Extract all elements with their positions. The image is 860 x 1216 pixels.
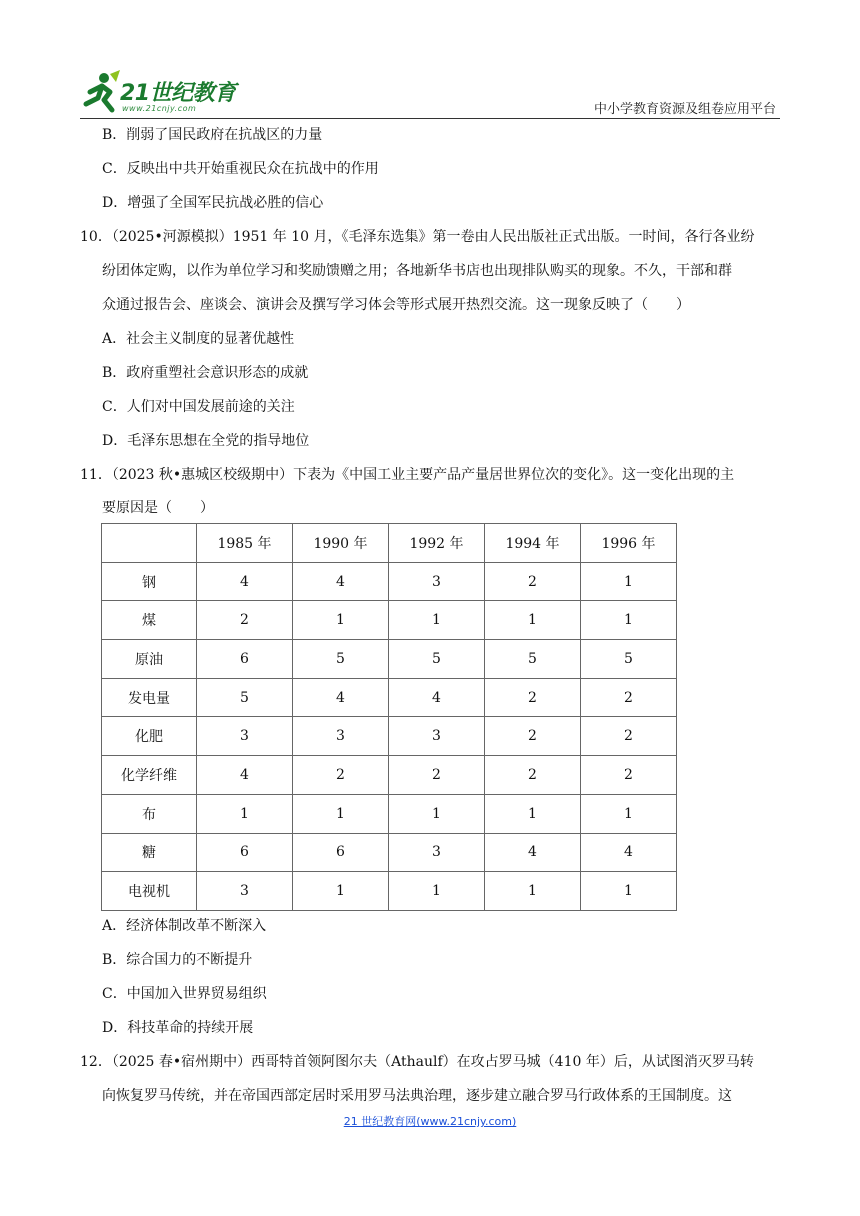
q10-stem-line-2: 纷团体定购，以作为单位学习和奖励馈赠之用；各地新华书店也出现排队购买的现象。不久，干部和群: [102, 263, 732, 279]
q10-option-a[interactable]: A．社会主义制度的显著优越性: [102, 331, 295, 347]
table-cell: 1: [389, 794, 485, 833]
q12-stem-line-2: 向恢复罗马传统，并在帝国西部定居时采用罗马法典治理，逐步建立融合罗马行政体系的王国制度。这: [102, 1088, 732, 1104]
table-cell: 原油: [102, 640, 197, 679]
table-header-cell: 1996 年: [581, 524, 677, 563]
table-cell: 化肥: [102, 717, 197, 756]
q11-stem-line-2: 要原因是（ ）: [102, 500, 214, 516]
q11-option-c[interactable]: C．中国加入世界贸易组织: [102, 986, 267, 1002]
table-cell: 5: [197, 678, 293, 717]
q10-option-d[interactable]: D．毛泽东思想在全党的指导地位: [102, 433, 310, 449]
q11-option-d[interactable]: D．科技革命的持续开展: [102, 1020, 254, 1036]
page-footer: [0, 1113, 860, 1129]
table-cell: 1: [293, 872, 389, 911]
production-rank-table: [101, 523, 677, 911]
runner-logo-icon: [80, 70, 124, 114]
q9-option-d[interactable]: D．增强了全国军民抗战必胜的信心: [102, 195, 324, 211]
logo-url: www.21cnjy.com: [122, 104, 197, 113]
table-cell: 2: [485, 756, 581, 795]
table-cell: 5: [485, 640, 581, 679]
table-cell: 3: [389, 562, 485, 601]
page-header: [80, 66, 780, 118]
table-cell: 2: [485, 717, 581, 756]
q10-stem-line-3: 众通过报告会、座谈会、演讲会及撰写学习体会等形式展开热烈交流。这一现象反映了（ ）: [102, 297, 690, 313]
table-cell: 2: [485, 678, 581, 717]
q9-option-b[interactable]: B．削弱了国民政府在抗战区的力量: [102, 127, 323, 143]
q9-option-c[interactable]: C．反映出中共开始重视民众在抗战中的作用: [102, 161, 379, 177]
table-row: [102, 601, 677, 640]
q11-option-b[interactable]: B．综合国力的不断提升: [102, 952, 253, 968]
table-row: [102, 872, 677, 911]
platform-title: 中小学教育资源及组卷应用平台: [593, 102, 776, 117]
table-cell: 1: [389, 601, 485, 640]
q11-stem-line-1: 11．（2023 秋•惠城区校级期中）下表为《中国工业主要产品产量居世界位次的变化》。这一变化出现的主: [80, 467, 735, 483]
logo: [80, 66, 260, 116]
table-row: [102, 640, 677, 679]
table-cell: 4: [197, 562, 293, 601]
table-row: [102, 717, 677, 756]
q10-option-c[interactable]: C．人们对中国发展前途的关注: [102, 399, 295, 415]
table-cell: 4: [581, 833, 677, 872]
table-cell: 1: [581, 601, 677, 640]
table-cell: 4: [293, 562, 389, 601]
table-cell: 4: [197, 756, 293, 795]
table-cell: 电视机: [102, 872, 197, 911]
table-header-cell: 1990 年: [293, 524, 389, 563]
table-cell: 6: [293, 833, 389, 872]
table-cell: 1: [293, 794, 389, 833]
table-header-cell: 1985 年: [197, 524, 293, 563]
table-row: [102, 562, 677, 601]
table-cell: 化学纤维: [102, 756, 197, 795]
table-cell: 6: [197, 833, 293, 872]
q12-stem-line-1: 12．（2025 春•宿州期中）西哥特首领阿图尔夫（Athaulf）在攻占罗马城（410 年）后，从试图消灭罗马转: [80, 1054, 754, 1070]
table-cell: 2: [581, 678, 677, 717]
table-cell: 糖: [102, 833, 197, 872]
table-cell: 5: [293, 640, 389, 679]
table-cell: 4: [293, 678, 389, 717]
q11-option-a[interactable]: A．经济体制改革不断深入: [102, 918, 267, 934]
table-header-row: [102, 524, 677, 563]
table-cell: 2: [293, 756, 389, 795]
table-cell: 3: [389, 717, 485, 756]
table-cell: 发电量: [102, 678, 197, 717]
table-cell: 3: [197, 717, 293, 756]
table-cell: 1: [485, 872, 581, 911]
table-cell: 3: [389, 833, 485, 872]
table-cell: 1: [293, 601, 389, 640]
table-cell: 2: [389, 756, 485, 795]
table-cell: 1: [581, 794, 677, 833]
table-cell: 5: [389, 640, 485, 679]
table-cell: 4: [389, 678, 485, 717]
table-cell: 4: [485, 833, 581, 872]
table-cell: 1: [581, 562, 677, 601]
table-header-cell: 1994 年: [485, 524, 581, 563]
table-cell: 3: [293, 717, 389, 756]
table-cell: 钢: [102, 562, 197, 601]
table-cell: 2: [485, 562, 581, 601]
table-cell: 布: [102, 794, 197, 833]
table-cell: 2: [581, 717, 677, 756]
table-header-cell: [102, 524, 197, 563]
table-cell: 1: [485, 794, 581, 833]
table-cell: 1: [389, 872, 485, 911]
table-row: [102, 756, 677, 795]
table-cell: 3: [197, 872, 293, 911]
table-row: [102, 833, 677, 872]
table-header-cell: 1992 年: [389, 524, 485, 563]
q10-stem-line-1: 10．（2025•河源模拟）1951 年 10 月，《毛泽东选集》第一卷由人民出版社正式出版。一时间，各行各业纷: [80, 229, 755, 245]
table-cell: 1: [485, 601, 581, 640]
header-divider: [80, 118, 780, 119]
table-row: [102, 794, 677, 833]
table-cell: 1: [581, 872, 677, 911]
table-cell: 2: [581, 756, 677, 795]
table-cell: 6: [197, 640, 293, 679]
logo-text: 21世纪教育: [120, 81, 236, 106]
table-row: [102, 678, 677, 717]
table-cell: 煤: [102, 601, 197, 640]
footer-link[interactable]: 21 世纪教育网(www.21cnjy.com): [343, 1115, 517, 1128]
q10-option-b[interactable]: B．政府重塑社会意识形态的成就: [102, 365, 309, 381]
table-cell: 2: [197, 601, 293, 640]
table-cell: 5: [581, 640, 677, 679]
table-cell: 1: [197, 794, 293, 833]
